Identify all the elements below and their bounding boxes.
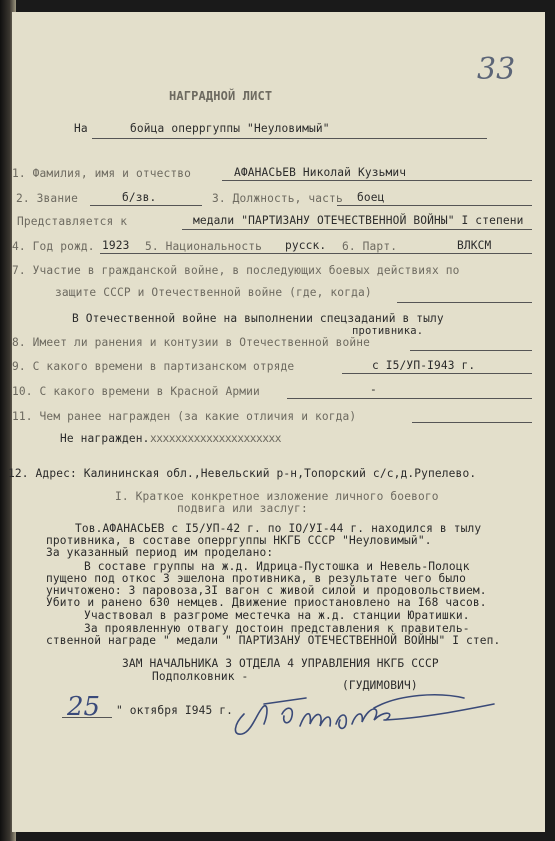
field-wounds-label: 8. Имеет ли ранения и контузии в Отечественной войне: [12, 336, 371, 349]
field-birth-label: 4. Год рожд.: [12, 240, 95, 253]
field-participation-label-2: защите СССР и Отечественной войне (где, когда): [55, 286, 372, 299]
field-partisan-since-label: 9. С какого времени в партизанском отряде: [12, 360, 295, 373]
field-awards-value: Не награжден.: [60, 432, 150, 445]
summary-heading: I. Краткое конкретное изложение личного боевого: [115, 490, 439, 503]
date-day: 25: [67, 692, 101, 722]
field-participation-label: 7. Участие в гражданской войне, в последующих боевых действиях по: [12, 264, 460, 277]
field-position-value: боец: [357, 191, 385, 204]
field-name-value: АФАНАСЬЕВ Николай Кузьмич: [234, 166, 407, 179]
field-army-since-label: 10. С какого времени в Красной Армии: [12, 385, 260, 398]
body-line-6: уничтожено: 3 паровоза,3I вагон с живой силой и продовольствием.: [46, 584, 487, 597]
signatory-title: ЗАМ НАЧАЛЬНИКА 3 ОТДЕЛА 4 УПРАВЛЕНИЯ НКГБ СССР: [122, 657, 439, 670]
handwritten-signature: [224, 684, 524, 744]
body-line-9: За проявленную отвагу достоин представления к правитель-: [84, 622, 470, 635]
field-nationality-label: 5. Национальность: [145, 240, 263, 253]
field-participation-value-2: противника.: [352, 325, 424, 337]
field-nominated-value: медали "ПАРТИЗАНУ ОТЕЧЕСТВЕННОЙ ВОЙНЫ" I степени: [193, 214, 524, 227]
field-party-value: ВЛКСМ: [457, 239, 492, 252]
body-line-7: Убито и ранено 630 немцев. Движение приостановлено на I68 часов.: [46, 596, 487, 609]
field-rank-value: б/зв.: [122, 191, 157, 204]
field-nationality-value: русск.: [285, 239, 327, 252]
field-awards-strike: ххххххххххххххххххххх: [150, 432, 281, 445]
body-line-4: В составе группы на ж.д. Идрица-Пустошка и Невель-Полоцк: [84, 560, 470, 573]
field-participation-value: В Отечественной войне на выполнении спецзаданий в тылу: [72, 312, 444, 325]
field-rank-label: 2. Звание: [16, 192, 78, 205]
signatory-name: (ГУДИМОВИЧ): [342, 679, 418, 692]
body-line-8: Участвовал в разгроме местечка на ж.д. станции Юратишки.: [84, 609, 470, 622]
body-line-5: пущено под откос 3 эшелона противника, в результате чего было: [46, 572, 467, 585]
recipient-line: бойца оперргуппы "Неуловимый": [130, 122, 330, 135]
body-line-3: За указанный период им проделано:: [46, 546, 274, 559]
body-line-10: ственной награде " медали " ПАРТИЗАНУ ОТЕЧЕСТВЕННОЙ ВОЙНЫ" I степ.: [46, 634, 501, 647]
field-birth-value: 1923: [102, 239, 130, 252]
page-number: 33: [477, 52, 516, 87]
award-sheet: [8, 12, 545, 832]
body-line-1: Тов.АФАНАСЬЕВ с I5/УП-42 г. по IO/УI-44 г. находился в тылу: [75, 522, 482, 535]
field-nominated-label: Представляется к: [17, 215, 128, 228]
recipient-prefix: На: [74, 122, 88, 135]
field-name-label: 1. Фамилия, имя и отчество: [12, 167, 192, 180]
document-title: НАГРАДНОЙ ЛИСТ: [169, 89, 273, 103]
summary-heading-2: подвига или заслуг:: [177, 502, 308, 515]
field-army-since-value: -: [370, 383, 377, 396]
body-line-2: противника, в составе оперргуппы НКГБ СССР "Неуловимый".: [46, 534, 432, 547]
field-partisan-since-value: с I5/УП-I943 г.: [372, 359, 476, 372]
field-position-label: 3. Должность, часть: [212, 192, 343, 205]
signatory-rank: Подполковник -: [152, 670, 249, 683]
field-party-label: 6. Парт.: [342, 240, 398, 253]
field-awards-label: 11. Чем ранее награжден (за какие отличия и когда): [12, 410, 357, 423]
date-rest: " октября I945 г.: [116, 704, 234, 717]
field-address: 12. Адрес: Калининская обл.,Невельский р-н,Топорский с/с,д.Рупелево.: [8, 467, 477, 480]
